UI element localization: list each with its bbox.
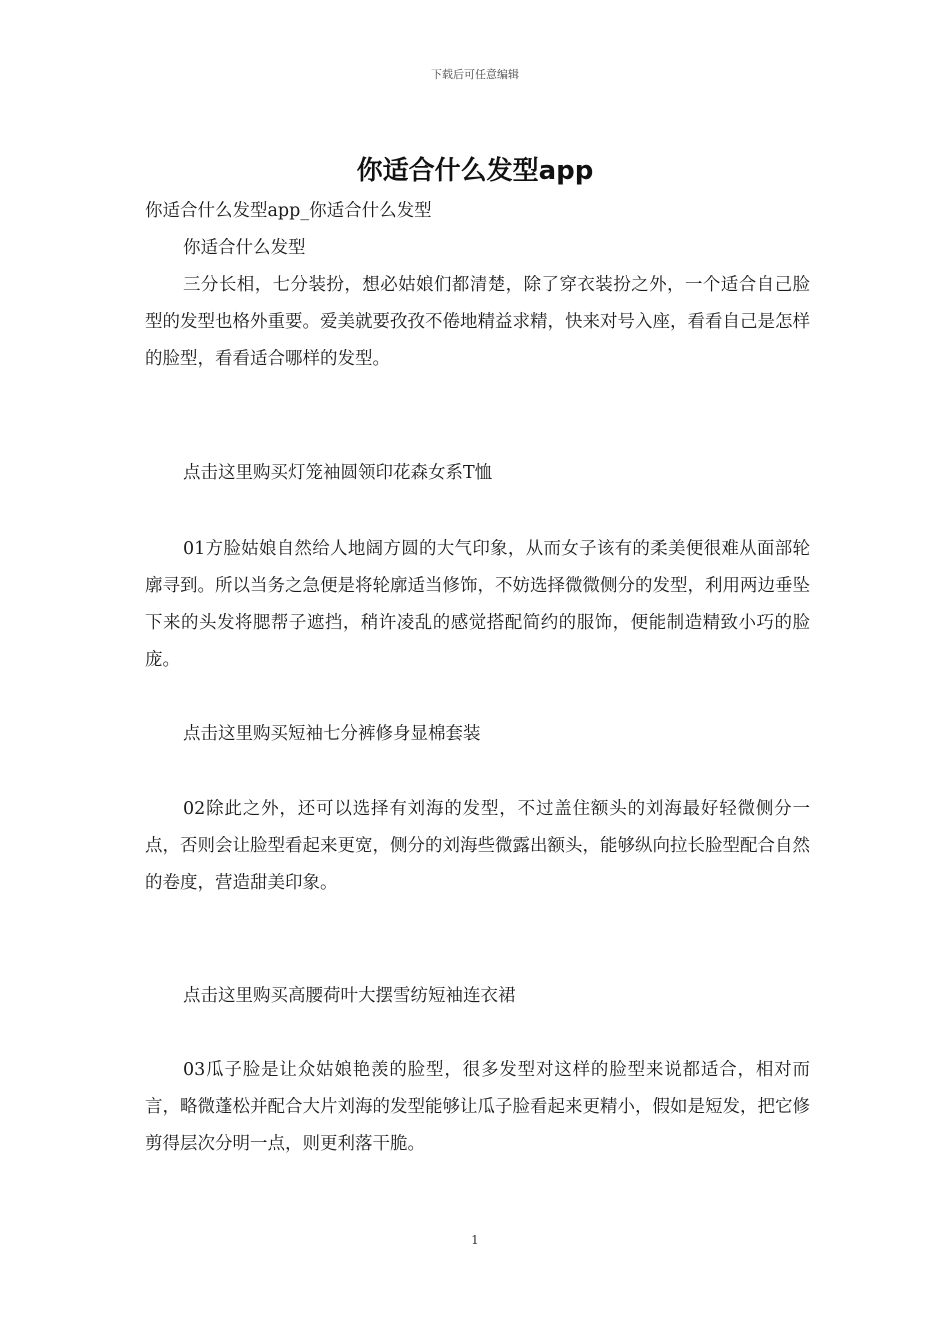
paragraph-bangs: 02除此之外，还可以选择有刘海的发型，不过盖住额头的刘海最好轻微侧分一点，否则会让脸型看起来更宽，侧分的刘海些微露出额头，能够纵向拉长脸型配合自然的卷度，营造甜美印象。 — [145, 799, 810, 893]
paragraph-square-face: 01方脸姑娘自然给人地阔方圆的大气印象，从而女子该有的柔美便很难从面部轮廓寻到。所以当务之急便是将轮廓适当修饰，不妨选择微微侧分的发型，利用两边垂坠下来的头发将腮帮子遮挡，稍许凌乱的感觉搭配简约的服饰，便能制造精致小巧的脸庞。 — [145, 539, 810, 670]
document-subtitle: 你适合什么发型app_你适合什么发型 — [145, 201, 432, 221]
section-heading: 你适合什么发型 — [183, 238, 306, 258]
buy-link-tshirt[interactable]: 点击这里购买灯笼袖圆领印花森女系T恤 — [183, 463, 493, 483]
document-title: 你适合什么发型app — [356, 156, 594, 186]
intro-paragraph: 三分长相，七分装扮，想必姑娘们都清楚，除了穿衣装扮之外，一个适合自己脸型的发型也格外重要。爱美就要孜孜不倦地精益求精，快来对号入座，看看自己是怎样的脸型，看看适合哪样的发型。 — [145, 275, 810, 369]
buy-link-suit-set[interactable]: 点击这里购买短袖七分裤修身显棉套装 — [183, 724, 481, 744]
paragraph-oval-face: 03瓜子脸是让众姑娘艳羡的脸型，很多发型对这样的脸型来说都适合，相对而言，略微蓬松并配合大片刘海的发型能够让瓜子脸看起来更精小，假如是短发，把它修剪得层次分明一点，则更利落干脆。 — [145, 1060, 810, 1154]
page-number: 1 — [471, 1233, 479, 1247]
buy-link-dress[interactable]: 点击这里购买高腰荷叶大摆雪纺短袖连衣裙 — [183, 986, 516, 1006]
page-header-note: 下载后可任意编辑 — [431, 68, 519, 81]
